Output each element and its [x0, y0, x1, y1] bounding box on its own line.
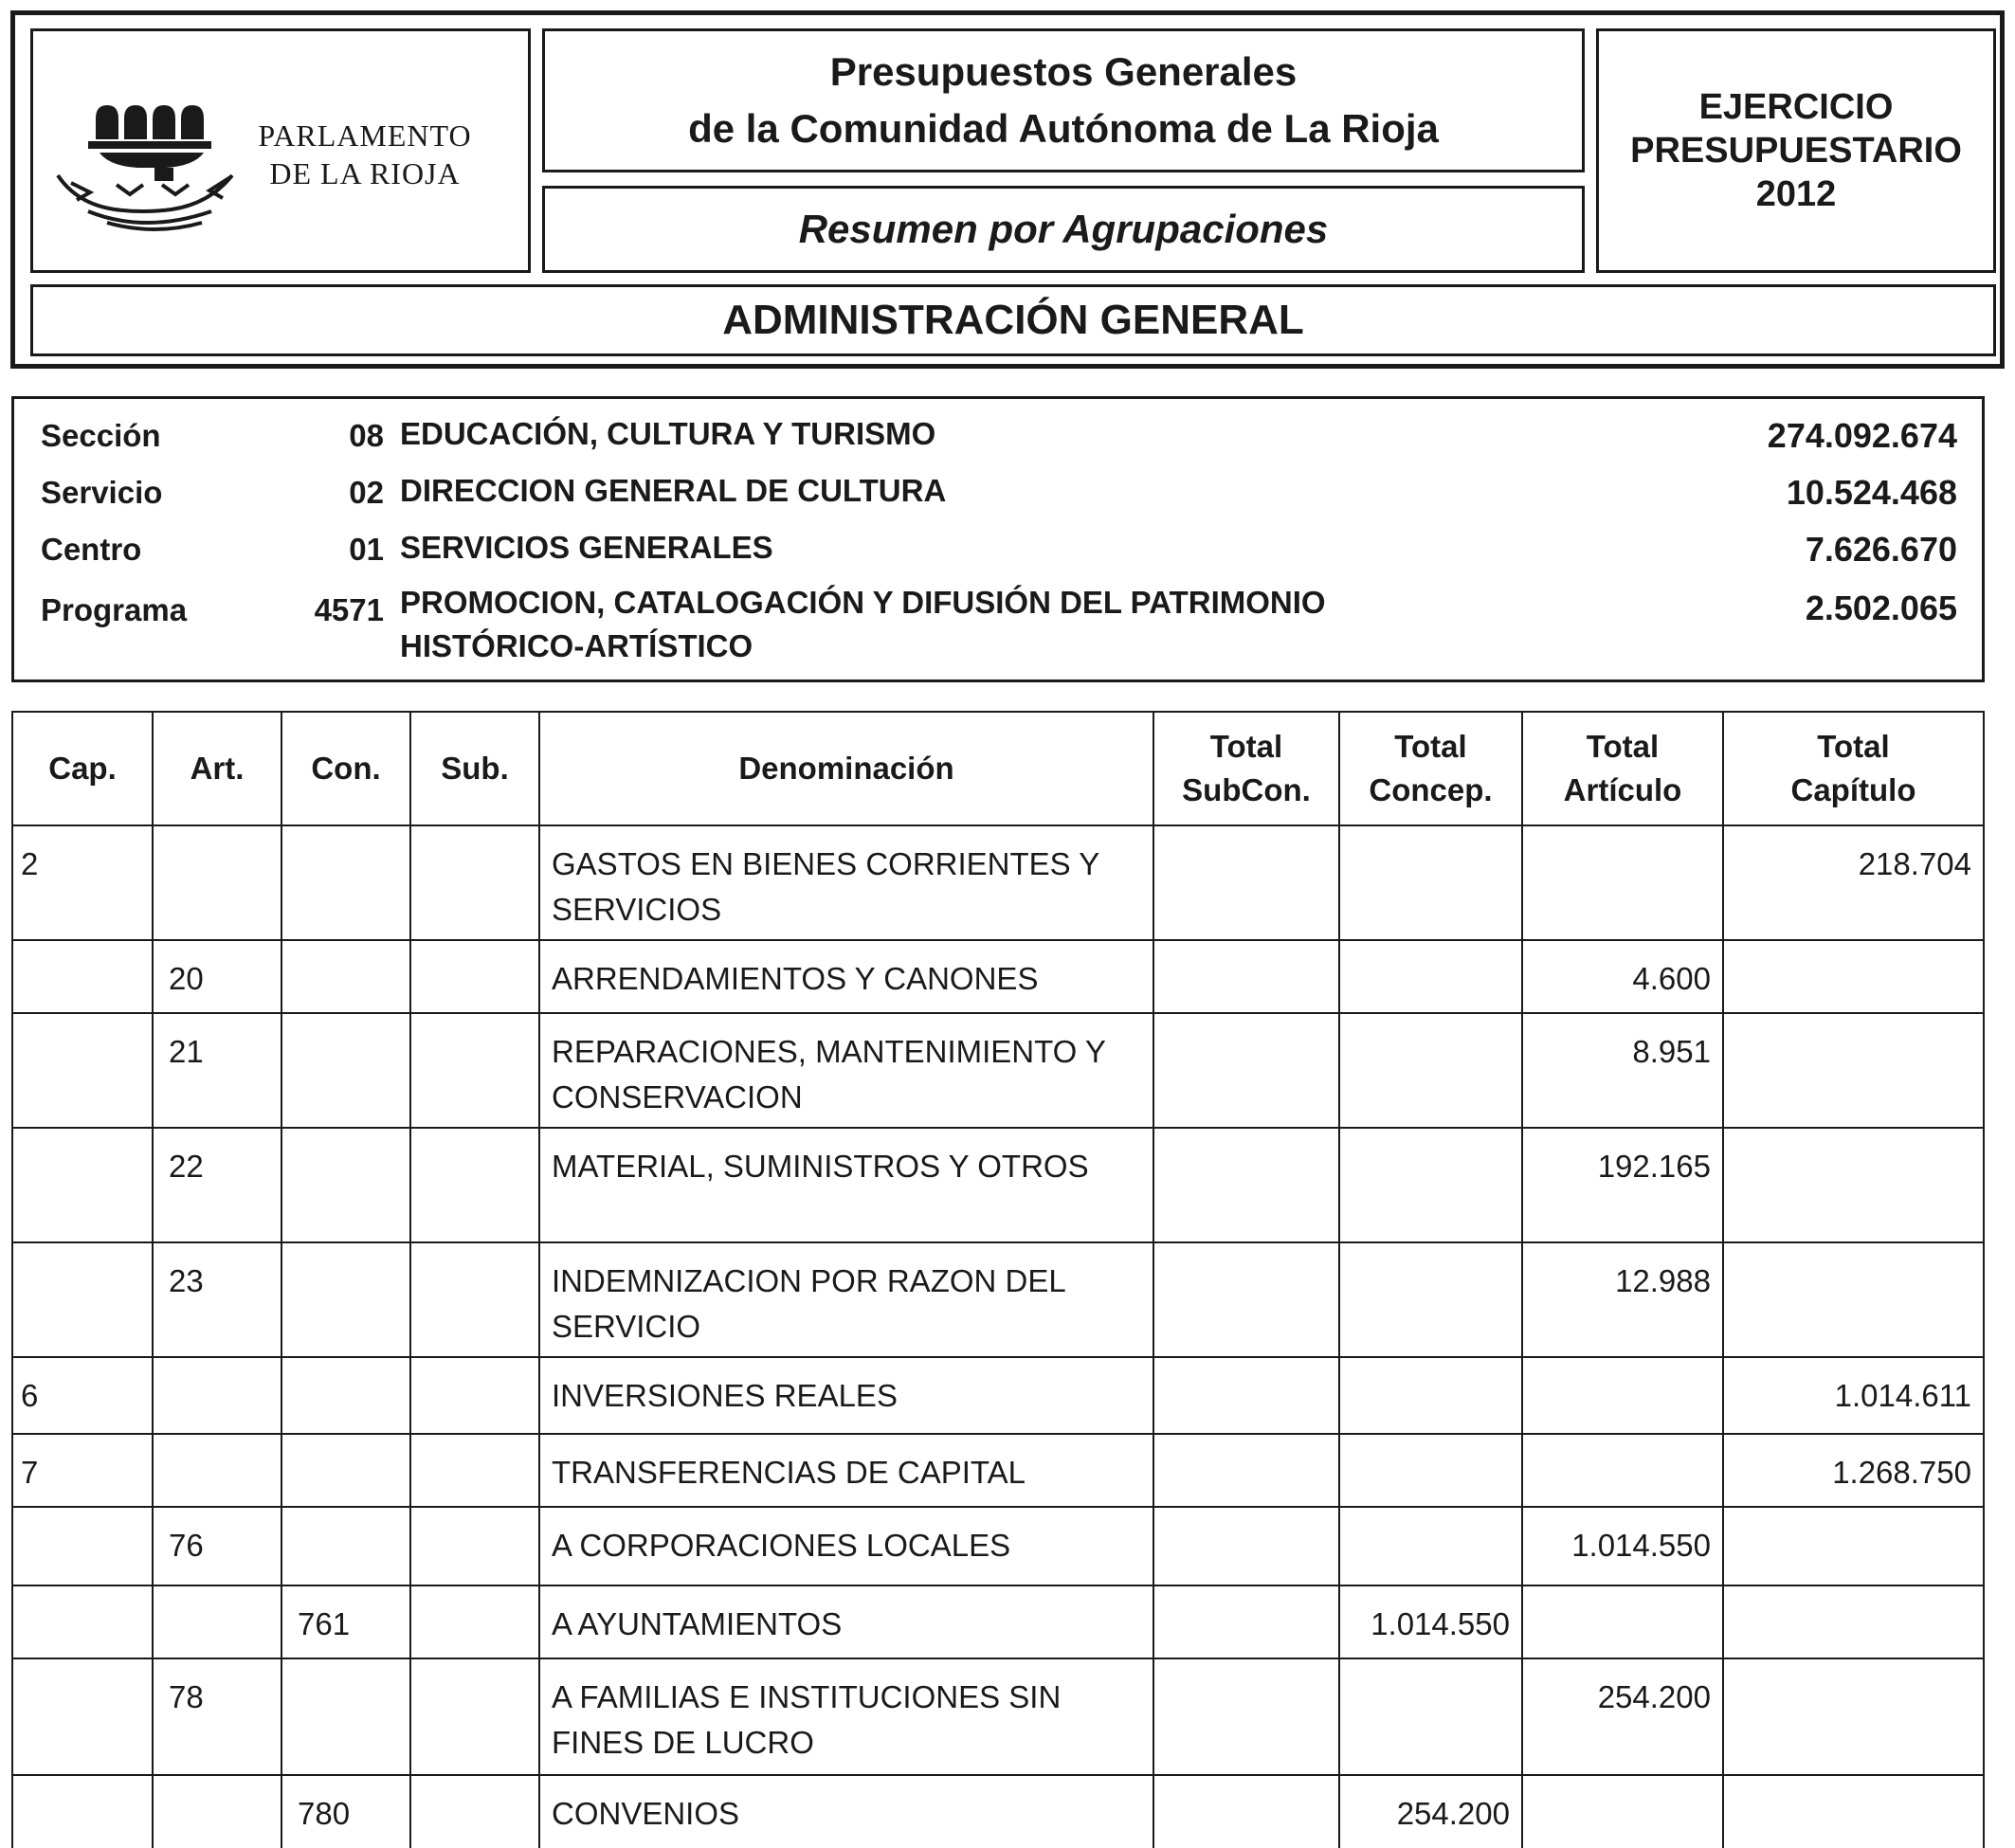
cell-articulo: 8.951	[1522, 1013, 1723, 1128]
cell-art: 22	[153, 1128, 281, 1242]
table-row	[12, 1128, 1984, 1242]
cell-cap	[12, 1242, 153, 1357]
cell-subcon	[1153, 1658, 1339, 1775]
cell-sub	[410, 1658, 539, 1775]
cell-articulo: 254.200	[1522, 1658, 1723, 1775]
cell-cap: 2	[12, 825, 153, 940]
cell-con	[281, 1013, 410, 1128]
cell-articulo: 192.165	[1522, 1128, 1723, 1242]
cell-capitulo: 218.704	[1723, 825, 1984, 940]
col-header-con: Con.	[281, 712, 410, 825]
parliament-name	[242, 117, 488, 192]
cell-concep	[1339, 1357, 1522, 1434]
table-row	[12, 940, 1984, 1013]
cell-subcon	[1153, 1013, 1339, 1128]
table-row	[12, 1507, 1984, 1585]
fiscal-year-line2: PRESUPUESTARIO	[1630, 131, 1962, 171]
cell-cap	[12, 1775, 153, 1848]
parliament-logo-icon	[50, 90, 240, 232]
table-row	[12, 825, 1984, 940]
info-amount: 2.502.065	[1805, 589, 1957, 627]
cell-capitulo	[1723, 940, 1984, 1013]
cell-con	[281, 825, 410, 940]
cell-articulo	[1522, 1434, 1723, 1507]
info-name: PROMOCION, CATALOGACIÓN Y DIFUSIÓN DEL PATRIMONIO HISTÓRICO-ARTÍSTICO	[400, 585, 1326, 663]
cell-concep	[1339, 1242, 1522, 1357]
cell-capitulo	[1723, 1128, 1984, 1242]
cell-con	[281, 1507, 410, 1585]
budget-table	[11, 711, 1985, 1848]
cell-capitulo	[1723, 1242, 1984, 1357]
cell-articulo: 12.988	[1522, 1242, 1723, 1357]
table-row	[12, 1775, 1984, 1848]
col-header-cap: Cap.	[12, 712, 153, 825]
cell-con	[281, 1434, 410, 1507]
fiscal-year-value: 2012	[1755, 174, 1837, 214]
header-line: Total	[1394, 729, 1467, 764]
table-row	[12, 1658, 1984, 1775]
info-code: 4571	[314, 592, 384, 627]
cell-art	[153, 1775, 281, 1848]
info-label: Servicio	[41, 475, 163, 510]
cell-cap	[12, 1507, 153, 1585]
cell-concep	[1339, 940, 1522, 1013]
cell-articulo	[1522, 1775, 1723, 1848]
cell-art: 20	[153, 940, 281, 1013]
section-title: ADMINISTRACIÓN GENERAL	[722, 297, 1304, 343]
col-header-total-articulo	[1522, 712, 1723, 825]
cell-den: INVERSIONES REALES	[539, 1357, 1153, 1434]
cell-den: GASTOS EN BIENES CORRIENTES Y SERVICIOS	[539, 825, 1153, 940]
cell-subcon	[1153, 940, 1339, 1013]
col-header-total-concep	[1339, 712, 1522, 825]
col-header-denominacion: Denominación	[539, 712, 1153, 825]
cell-articulo: 4.600	[1522, 940, 1723, 1013]
cell-den: MATERIAL, SUMINISTROS Y OTROS	[539, 1128, 1153, 1242]
cell-den: ARRENDAMIENTOS Y CANONES	[539, 940, 1153, 1013]
info-label: Sección	[41, 418, 161, 453]
info-name: EDUCACIÓN, CULTURA Y TURISMO	[400, 416, 936, 451]
cell-art: 78	[153, 1658, 281, 1775]
cell-articulo	[1522, 1585, 1723, 1658]
cell-capitulo	[1723, 1775, 1984, 1848]
cell-concep	[1339, 825, 1522, 940]
title-box	[542, 28, 1585, 172]
parliament-name-line2: DE LA RIOJA	[269, 156, 461, 190]
document-subtitle: Resumen por Agrupaciones	[798, 207, 1329, 251]
col-header-total-capitulo	[1723, 712, 1984, 825]
logo-box	[30, 28, 531, 273]
cell-articulo: 1.014.550	[1522, 1507, 1723, 1585]
cell-capitulo	[1723, 1585, 1984, 1658]
info-name: DIRECCION GENERAL DE CULTURA	[400, 473, 947, 508]
header-line: Concep.	[1369, 772, 1493, 807]
cell-cap	[12, 1585, 153, 1658]
info-code: 02	[349, 475, 384, 510]
table-row	[12, 1434, 1984, 1507]
cell-subcon	[1153, 1357, 1339, 1434]
cell-cap: 6	[12, 1357, 153, 1434]
cell-sub	[410, 1242, 539, 1357]
document-header	[10, 10, 2005, 369]
cell-capitulo	[1723, 1013, 1984, 1128]
table-body	[12, 825, 1984, 1848]
cell-den: TRANSFERENCIAS DE CAPITAL	[539, 1434, 1153, 1507]
cell-sub	[410, 940, 539, 1013]
cell-concep	[1339, 1507, 1522, 1585]
parliament-name-line1: PARLAMENTO	[258, 118, 472, 153]
cell-concep: 1.014.550	[1339, 1585, 1522, 1658]
cell-concep	[1339, 1434, 1522, 1507]
cell-articulo	[1522, 825, 1723, 940]
header-line: SubCon.	[1182, 772, 1311, 807]
cell-con	[281, 1128, 410, 1242]
col-header-sub: Sub.	[410, 712, 539, 825]
info-name: SERVICIOS GENERALES	[400, 530, 773, 565]
cell-den: CONVENIOS	[539, 1775, 1153, 1848]
cell-con	[281, 1357, 410, 1434]
cell-con	[281, 1658, 410, 1775]
cell-con: 780	[281, 1775, 410, 1848]
col-header-art: Art.	[153, 712, 281, 825]
cell-con: 761	[281, 1585, 410, 1658]
info-amount: 7.626.670	[1805, 530, 1957, 569]
cell-den: A CORPORACIONES LOCALES	[539, 1507, 1153, 1585]
cell-art: 21	[153, 1013, 281, 1128]
cell-articulo	[1522, 1357, 1723, 1434]
cell-sub	[410, 1434, 539, 1507]
cell-art	[153, 1434, 281, 1507]
cell-subcon	[1153, 1775, 1339, 1848]
cell-subcon	[1153, 1242, 1339, 1357]
cell-subcon	[1153, 1585, 1339, 1658]
cell-art: 23	[153, 1242, 281, 1357]
header-line: Total	[1209, 729, 1283, 764]
cell-concep	[1339, 1658, 1522, 1775]
cell-con	[281, 940, 410, 1013]
cell-den: REPARACIONES, MANTENIMIENTO Y CONSERVACION	[539, 1013, 1153, 1128]
cell-art	[153, 1585, 281, 1658]
cell-concep	[1339, 1128, 1522, 1242]
cell-concep: 254.200	[1339, 1775, 1522, 1848]
header-line: Total	[1586, 729, 1660, 764]
subtitle-box	[542, 186, 1585, 273]
cell-concep	[1339, 1013, 1522, 1128]
cell-capitulo: 1.268.750	[1723, 1434, 1984, 1507]
table-header-row	[12, 712, 1984, 825]
cell-sub	[410, 1128, 539, 1242]
cell-con	[281, 1242, 410, 1357]
document-title-line2: de la Comunidad Autónoma de La Rioja	[688, 106, 1439, 151]
cell-sub	[410, 1775, 539, 1848]
info-label: Centro	[41, 532, 142, 567]
header-line: Total	[1817, 729, 1890, 764]
budget-info-block	[11, 396, 1985, 682]
cell-subcon	[1153, 1434, 1339, 1507]
cell-capitulo	[1723, 1507, 1984, 1585]
section-title-box	[30, 284, 1996, 356]
table-row	[12, 1585, 1984, 1658]
fiscal-year-line1: EJERCICIO	[1698, 87, 1894, 127]
cell-art: 76	[153, 1507, 281, 1585]
cell-subcon	[1153, 1507, 1339, 1585]
cell-capitulo: 1.014.611	[1723, 1357, 1984, 1434]
cell-sub	[410, 825, 539, 940]
info-amount: 274.092.674	[1767, 416, 1957, 455]
table-row	[12, 1357, 1984, 1434]
header-line: Capítulo	[1790, 772, 1916, 807]
cell-sub	[410, 1357, 539, 1434]
info-amount: 10.524.468	[1786, 473, 1957, 512]
cell-cap	[12, 1128, 153, 1242]
cell-art	[153, 1357, 281, 1434]
info-code: 08	[349, 418, 384, 453]
cell-sub	[410, 1013, 539, 1128]
cell-sub	[410, 1585, 539, 1658]
cell-cap	[12, 940, 153, 1013]
info-label: Programa	[41, 592, 188, 627]
cell-cap	[12, 1013, 153, 1128]
cell-den: INDEMNIZACION POR RAZON DEL SERVICIO	[539, 1242, 1153, 1357]
info-code: 01	[349, 532, 384, 567]
cell-cap	[12, 1658, 153, 1775]
cell-sub	[410, 1507, 539, 1585]
cell-subcon	[1153, 825, 1339, 940]
header-line: Artículo	[1563, 772, 1682, 807]
table-row	[12, 1242, 1984, 1357]
col-header-total-subcon	[1153, 712, 1339, 825]
cell-cap: 7	[12, 1434, 153, 1507]
fiscal-year-box	[1596, 28, 1996, 273]
table-row	[12, 1013, 1984, 1128]
cell-den: A FAMILIAS E INSTITUCIONES SIN FINES DE LUCRO	[539, 1658, 1153, 1775]
cell-den: A AYUNTAMIENTOS	[539, 1585, 1153, 1658]
cell-subcon	[1153, 1128, 1339, 1242]
document-title-line1: Presupuestos Generales	[829, 49, 1298, 94]
cell-capitulo	[1723, 1658, 1984, 1775]
cell-art	[153, 825, 281, 940]
